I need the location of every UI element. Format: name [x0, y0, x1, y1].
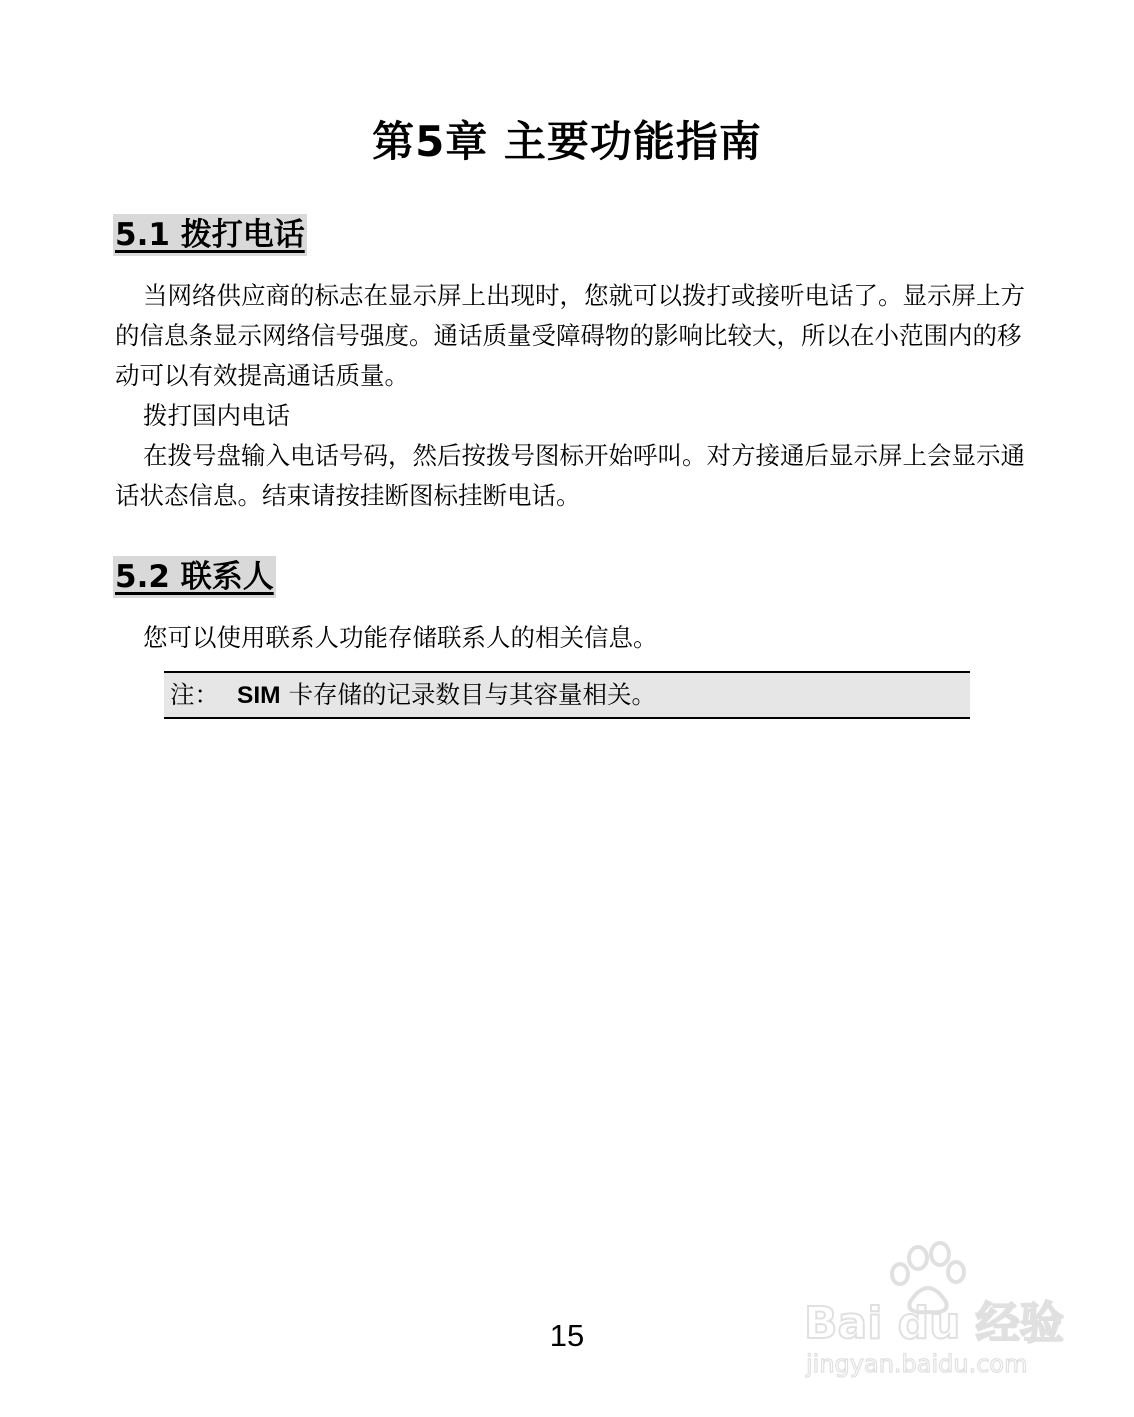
note-box: [164, 671, 970, 719]
paragraph-contacts-intro: 您可以使用联系人功能存储联系人的相关信息。: [143, 623, 658, 652]
chapter-title: 第5章 主要功能指南: [372, 117, 762, 166]
watermark-url: jingyan.baidu.com: [806, 1350, 1028, 1378]
section-heading-5-1: 5.1 拨打电话: [113, 214, 307, 256]
baidu-jingyan-watermark: [800, 1240, 1080, 1380]
section-heading-5-2: 5.2 联系人: [113, 556, 276, 598]
note-label: 注：: [170, 680, 219, 709]
paragraph-dialing-intro: 当网络供应商的标志在显示屏上出现时，您就可以拨打或接听电话了。显示屏上方的信息条显示网络信号强度。通话质量受障碍物的影响比较大，所以在小范围内的移动可以有效提高通话质量。: [115, 281, 1025, 390]
note-sim-term: SIM: [237, 682, 281, 709]
watermark-logo: Bai du 经验: [804, 1298, 1064, 1349]
page-number: 15: [549, 1318, 585, 1353]
paragraph-domestic-call: 拨打国内电话: [143, 401, 290, 430]
paragraph-dial-instructions: 在拨号盘输入电话号码，然后按拨号图标开始呼叫。对方接通后显示屏上会显示通话状态信息。结束请按挂断图标挂断电话。: [115, 441, 1025, 510]
note-text: 卡存储的记录数目与其容量相关。: [288, 680, 657, 709]
